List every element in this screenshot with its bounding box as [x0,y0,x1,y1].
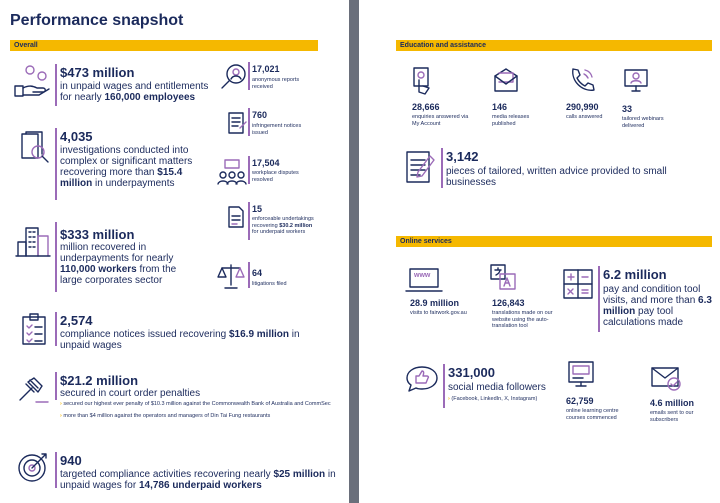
list-item: › secured our highest ever penalty of $10.3 million against the Commonwealth Bank of Australia and CommSec [60,400,340,409]
wages-desc: in unpaid wages and entitlements for nearly 160,000 employees [60,81,209,103]
section-bar-overall: Overall [10,40,318,51]
visits-value: 28.9 million [410,298,460,308]
infringement-desc: infringement notices issued [252,123,302,136]
corporates-value: $333 million [60,227,135,242]
section-bar-online: Online services [396,236,712,247]
calls-desc: calls answered [566,114,603,120]
anonymous-desc: anonymous reports received [252,77,300,90]
accent-line [443,364,445,408]
social-bullet [448,395,537,404]
media-desc: media releases published [492,114,530,127]
undertaking-document-icon [226,204,246,230]
notices-desc: compliance notices issued recovering $16.9 million in unpaid wages [60,329,300,351]
buildings-icon [14,222,52,258]
accent-line [248,156,250,184]
accent-line [248,62,250,90]
webinars-value: 33 [622,104,633,114]
infringement-value: 760 [252,110,268,120]
social-media-icon [404,364,440,394]
investigations-value: 4,035 [60,129,93,144]
accent-line [598,266,600,332]
gavel-icon [16,376,50,406]
social-value: 331,000 [448,365,495,380]
accent-line [248,108,250,136]
section-bar-education: Education and assistance [396,40,712,51]
magnifier-person-icon [220,62,248,90]
webinar-screen-icon [622,68,650,94]
page-title: Performance snapshot [10,12,184,29]
penalties-bullets [60,400,340,421]
paytool-desc: pay and condition tool visits, and more than 6.3 million pay tool calculations made [603,284,712,328]
anonymous-value: 17,021 [252,64,280,74]
corporates-desc: million recovered in underpayments for nearly 110,000 workers from the large corporates sector [60,242,177,286]
accent-line [55,64,57,106]
notices-value: 2,574 [60,313,93,328]
litigations-desc: litigations filed [252,281,287,287]
scales-icon [216,262,246,290]
advice-value: 3,142 [446,149,479,164]
list-item: › (Facebook, LinkedIn, X, Instagram) [448,395,537,404]
targeted-desc: targeted compliance activities recovering nearly $25 million in unpaid wages for 14,786 underpaid workers [60,469,336,491]
target-icon [16,450,50,484]
document-search-icon [18,130,52,164]
emails-desc: emails sent to our subscribers [650,410,694,423]
penalties-desc: secured in court order penalties [60,388,201,399]
social-desc: social media followers [448,382,546,393]
enquiries-desc: enquiries answered via My Account [412,114,469,127]
accent-line [441,148,443,188]
investigations-desc: investigations conducted into complex or significant matters recovering more than $15.4 million in underpayments [60,145,193,189]
enquiries-value: 28,666 [412,102,440,112]
visits-desc: visits to fairwork.gov.au [410,310,467,316]
learning-desc: online learning centre courses commenced [566,408,619,421]
accent-line [55,128,57,200]
accent-line [55,452,57,488]
accent-line [55,222,57,292]
hand-money-icon [12,62,54,100]
advice-desc: pieces of tailored, written advice provided to small businesses [446,166,667,188]
translation-icon [488,262,518,292]
list-item: › more than $4 million against the operators and managers of Din Tai Fung restaurants [60,412,340,421]
litigations-value: 64 [252,268,263,278]
disputes-value: 17,504 [252,158,280,168]
paytool-value: 6.2 million [603,267,667,282]
online-learning-icon [566,360,596,392]
learning-value: 62,759 [566,396,594,406]
webinars-desc: tailored webinars delivered [622,116,664,129]
clipboard-checklist-icon [20,312,48,346]
people-group-icon [216,158,248,186]
media-value: 146 [492,102,508,112]
calculator-icon [562,268,594,300]
envelope-letter-icon [492,66,520,94]
page-divider [349,0,359,503]
accent-line [248,202,250,240]
undertakings-value: 15 [252,204,263,214]
laptop-www-icon: www [404,266,444,294]
accent-line [55,372,57,400]
accent-line [248,262,250,288]
emails-value: 4.6 million [650,398,695,408]
notice-document-icon [226,110,248,136]
email-check-icon [650,362,682,392]
penalties-value: $21.2 million [60,373,139,388]
calls-value: 290,990 [566,102,599,112]
undertakings-desc: enforceable undertakings recovering $30.2 million for underpaid workers [252,216,314,236]
touch-screen-icon [410,66,434,96]
translations-desc: translations made on our website using the auto-translation tool [492,310,553,330]
disputes-desc: workplace disputes resolved [252,170,299,183]
accent-line [55,312,57,346]
wages-value: $473 million [60,65,135,80]
phone-icon [568,66,596,94]
translations-value: 126,843 [492,298,525,308]
written-advice-icon [404,148,438,186]
targeted-value: 940 [60,453,82,468]
